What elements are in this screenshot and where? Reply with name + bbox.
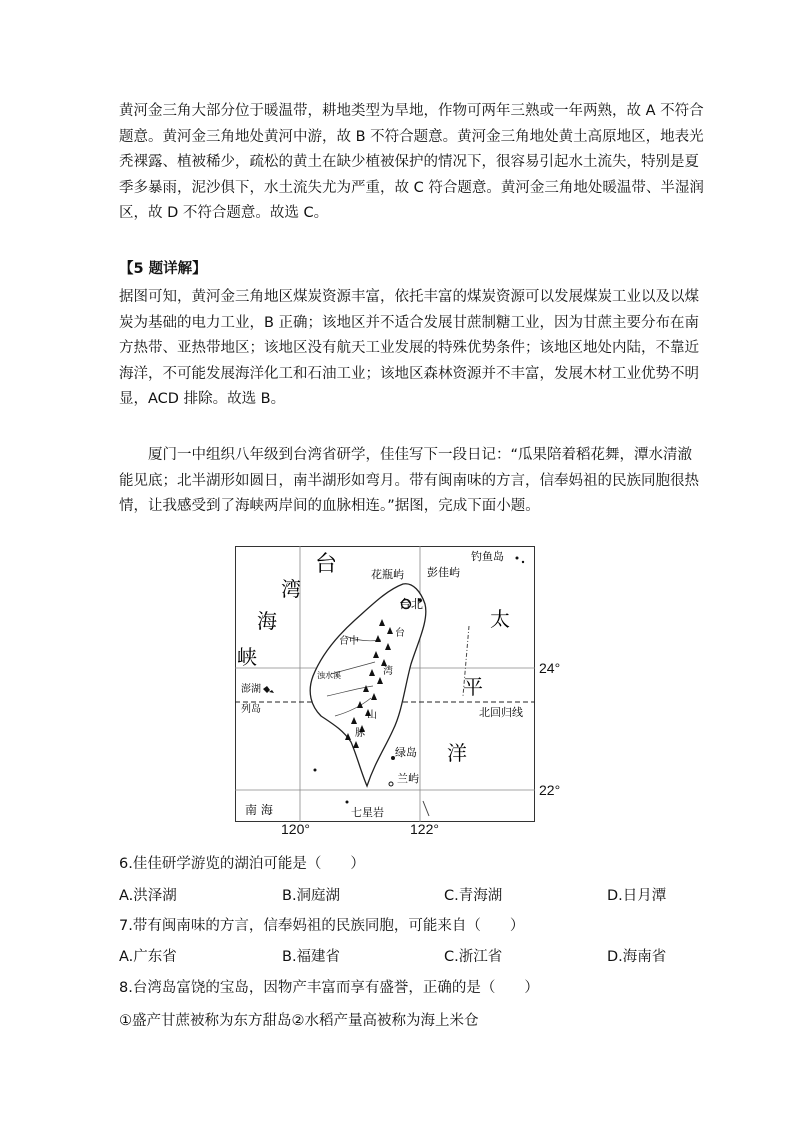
label-mtn-wan: 湾: [383, 666, 393, 677]
text-line: 显，ACD 排除。故选 B。: [119, 391, 286, 407]
q6-option-c: C.青海湖: [444, 888, 503, 904]
label-mtn-mai: 脉: [355, 728, 365, 739]
sea-label-tai: 台: [315, 552, 338, 577]
text-line: 炭为基础的电力工业，B 正确；该地区并不适合发展甘蔗制糖工业，因为甘蔗主要分布在南: [119, 314, 700, 331]
sea-label-ping: 平: [463, 675, 483, 699]
q6-option-d: D.日月潭: [607, 888, 667, 904]
text-line: 厦门一中组织八年级到台湾省研学，佳佳写下一段日记：“瓜果陪着稻花舞，潭水清澈: [148, 447, 693, 463]
sea-label-hai: 海: [257, 609, 277, 633]
text-line: 黄河金三角大部分位于暖温带，耕地类型为旱地，作物可两年三熟或一年两熟，故 A 不符合: [119, 103, 704, 119]
label-liedao: 列岛: [241, 704, 261, 715]
q8-statement-line: ①盛产甘蔗被称为东方甜岛②水稻产量高被称为海上米仓: [119, 1013, 479, 1029]
answer4-paragraph: [119, 99, 704, 227]
text-line: 情，让我感受到了海峡两岸间的血脉相连。”据图，完成下面小题。: [119, 498, 540, 514]
label-taizhong: 台中: [339, 636, 359, 647]
text-line: 据图可知，黄河金三角地区煤炭资源丰富，依托丰富的煤炭资源可以发展煤炭工业以及以煤: [119, 289, 699, 305]
text-line: 季多暴雨，泥沙俱下，水土流失尤为严重，故 C 符合题意。黄河金三角地处暖温带、半湿润: [119, 179, 704, 196]
taiwan-map: [235, 546, 535, 822]
label-zhuoshui: 浊水溪: [317, 671, 341, 680]
label-huaping: 花瓶屿: [371, 568, 404, 581]
q7-option-d: D.海南省: [607, 949, 667, 965]
q7-option-c: C.浙江省: [444, 949, 503, 965]
sea-label-wan: 湾: [281, 577, 301, 601]
sea-label-yang: 洋: [447, 741, 467, 765]
label-mtn-tai: 台: [395, 628, 405, 639]
lon-tick-122: 122°: [410, 821, 439, 837]
q7-option-b: B.福建省: [282, 949, 341, 965]
label-penghu: 澎湖: [241, 684, 261, 695]
text-line: 题意。黄河金三角地处黄河中游，故 B 不符合题意。黄河金三角地处黄土高原地区，地表光: [119, 128, 704, 145]
text-line: 秃裸露、植被稀少，疏松的黄土在缺少植被保护的情况下，很容易引起水土流失，特别是夏: [119, 154, 699, 170]
lat-tick-24: 24°: [539, 660, 561, 676]
label-taibei: 台北: [399, 597, 424, 611]
text-line: 海洋，不可能发展海洋化工和石油工业；该地区森林资源并不丰富，发展木材工业优势不明: [119, 365, 699, 382]
q6-option-a: A.洪泽湖: [119, 888, 177, 904]
lon-tick-120: 120°: [281, 821, 310, 837]
lat-tick-22: 22°: [539, 782, 561, 798]
question-6: 6.佳佳研学游览的湖泊可能是（ ）: [119, 856, 365, 872]
q7-option-a: A.广东省: [119, 949, 177, 965]
sea-label-nanhai: 南 海: [245, 803, 273, 817]
label-lanyu: 兰屿: [397, 772, 419, 785]
text-line: 方热带、亚热带地区；该地区没有航天工业发展的特殊优势条件；该地区地处内陆，不靠近: [119, 340, 699, 356]
label-qixingyan: 七星岩: [351, 806, 384, 819]
section5-title: 【5 题详解】: [119, 261, 207, 277]
label-pengjia: 彭佳屿: [427, 566, 460, 579]
label-tropic: 北回归线: [479, 706, 523, 719]
q6-option-b: B.洞庭湖: [282, 888, 341, 904]
answer5-paragraph: [119, 285, 700, 413]
sea-label-tai2: 太: [490, 607, 510, 631]
question-7: 7.带有闽南味的方言，信奉妈祖的民族同胞，可能来自（ ）: [119, 918, 525, 934]
text-line: 区，故 D 不符合题意。故选 C。: [119, 205, 329, 221]
question-8: 8.台湾岛富饶的宝岛，因物产丰富而享有盛誉，正确的是（ ）: [119, 980, 539, 996]
label-diaoyu: 钓鱼岛: [471, 550, 504, 563]
intro-paragraph: [119, 443, 699, 520]
sea-label-xia: 峡: [237, 645, 257, 669]
label-lvdao: 绿岛: [395, 746, 417, 759]
text-line: 能见底；北半湖形如圆日，南半湖形如弯月。带有闽南味的方言，信奉妈祖的民族同胞很热: [119, 472, 699, 489]
label-mtn-shan: 山: [367, 710, 377, 721]
